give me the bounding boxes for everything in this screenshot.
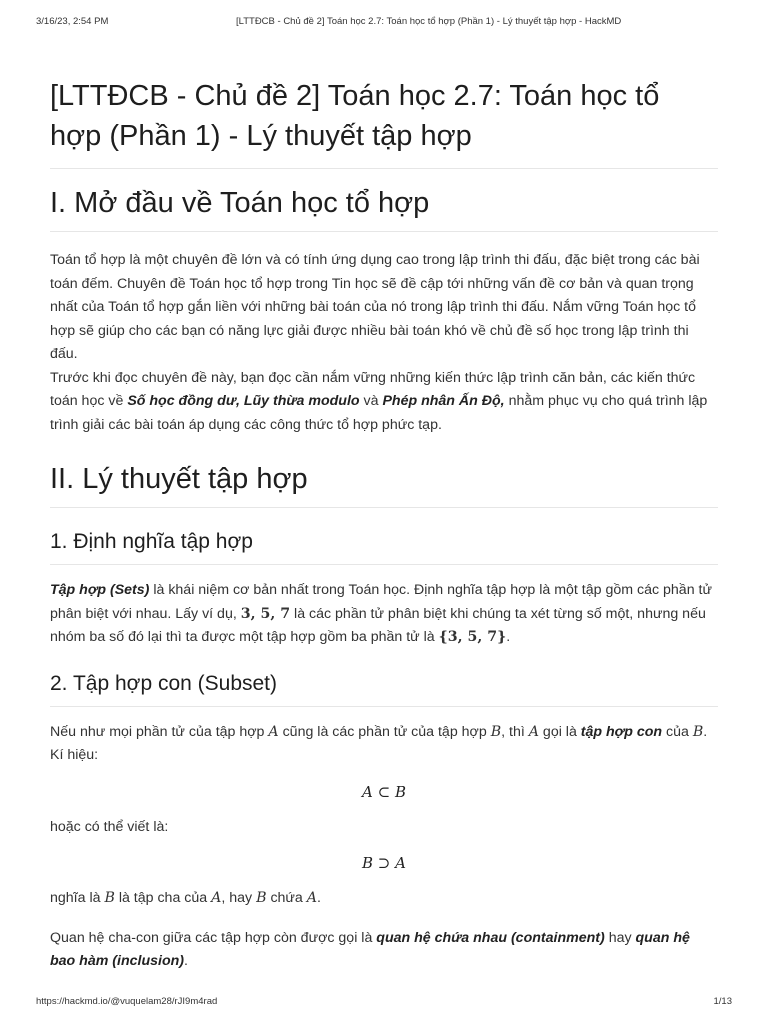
definition-paragraph: Tập hợp (Sets) là khái niệm cơ bản nhất trong Toán học. Định nghĩa tập hợp là một tập gồm các phần tử phân biệt với nhau. Lấy ví dụ, 3, 5, 7 là các phần tử phân biệt khi chúng ta xét từng số một, nhưng nếu nhóm ba số đó lại thì ta được một tập hợp gồm ba phần tử là {3, 5, 7}. [50, 582, 712, 645]
subsection-heading-subset: 2. Tập hợp con (Subset) [50, 670, 718, 707]
print-footer [36, 996, 732, 1010]
section-heading-intro: I. Mở đầu về Toán học tổ hợp [50, 185, 718, 232]
title-line-1: [LTTĐCB - Chủ đề 2] Toán học 2.7: Toán học tổ [50, 80, 660, 112]
term-subset: tập hợp con [580, 723, 663, 740]
print-header [36, 16, 732, 30]
title-line-2: hợp (Phần 1) - Lý thuyết tập hợp [50, 120, 472, 152]
link-modular-arithmetic: Số học đồng dư, Lũy thừa modulo [127, 393, 360, 409]
subsection-heading-definition: 1. Định nghĩa tập hợp [50, 528, 718, 565]
math-example-set: {3, 5, 7} [438, 629, 507, 645]
print-url: https://hackmd.io/@vuquelam28/rJI9m4rad [36, 996, 218, 1007]
page-title [50, 76, 718, 169]
page-number: 1/13 [713, 996, 732, 1007]
term-containment: quan hệ chứa nhau (containment) [376, 929, 605, 946]
section-heading-set-theory: II. Lý thuyết tập hợp [50, 461, 718, 508]
intro-text: Toán tổ hợp là một chuyên đề lớn và có tính ứng dụng cao trong lập trình thi đấu, đặc biệt trong các bài toán đếm. Chuyên đề Toán học tổ hợp trong Tin học sẽ đề cập tới những vấn đề cơ bản và quan trọng nhất của Toán tổ hợp gắn liền với những bài toán của nó trong lập trình thi đấu. Nắm vững Toán học tổ hợp sẽ giúp cho các bạn có năng lực giải được nhiều bài toán khó về chủ đề số học trong lập trình thi đấu. [50, 252, 700, 362]
formula-subset: A ⊂ B [362, 782, 406, 801]
term-sets: Tập hợp (Sets) [50, 582, 150, 598]
subset-paragraph: Nếu như mọi phần tử của tập hợp A cũng là các phần tử của tập hợp B, thì A gọi là tập hợp con của B. Kí hiệu: [50, 723, 708, 763]
math-example-numbers: 3, 5, 7 [240, 605, 291, 622]
print-doc-title: [LTTĐCB - Chủ đề 2] Toán học 2.7: Toán học tổ hợp (Phần 1) - Lý thuyết tập hợp - HackMD [236, 16, 622, 27]
link-indian-multiplication: Phép nhân Ấn Độ, [382, 393, 505, 409]
formula-superset: B ⊃ A [362, 854, 406, 872]
relation-paragraph: Quan hệ cha-con giữa các tập hợp còn được gọi là quan hệ chứa nhau (containment) hay quan hệ bao hàm (inclusion). [50, 929, 690, 969]
intro-paragraph: Toán tổ hợp là một chuyên đề lớn và có tính ứng dụng cao trong lập trình thi đấu, đặc biệt trong các bài toán đếm. Chuyên đề Toán học tổ hợp trong Tin học sẽ đề cập tới những vấn đề cơ bản và quan trọng nhất của Toán tổ hợp gắn liền với những bài toán của nó trong lập trình thi đấu. Nắm vững Toán học tổ hợp sẽ giúp cho các bạn có năng lực giải được nhiều bài toán khó về chủ đề số học trong lập trình thi đấu. Trước khi đọc chuyên đề này, bạn đọc cần nắm vững những kiến thức lập trình căn bản, các kiến thức toán học về Số học đồng dư, Lũy thừa modulo và Phép nhân Ấn Độ, nhằm phục vụ cho quá trình lập trình giải các bài toán áp dụng các công thức tổ hợp phức tạp. [50, 252, 708, 433]
term-inclusion: quan hệ bao hàm (inclusion) [50, 929, 690, 969]
meaning-paragraph: nghĩa là B là tập cha của A, hay B chứa A. [50, 890, 321, 906]
alt-notation-text: hoặc có thể viết là: [50, 818, 169, 835]
document-body [50, 76, 718, 974]
print-datetime: 3/16/23, 2:54 PM [36, 16, 109, 27]
